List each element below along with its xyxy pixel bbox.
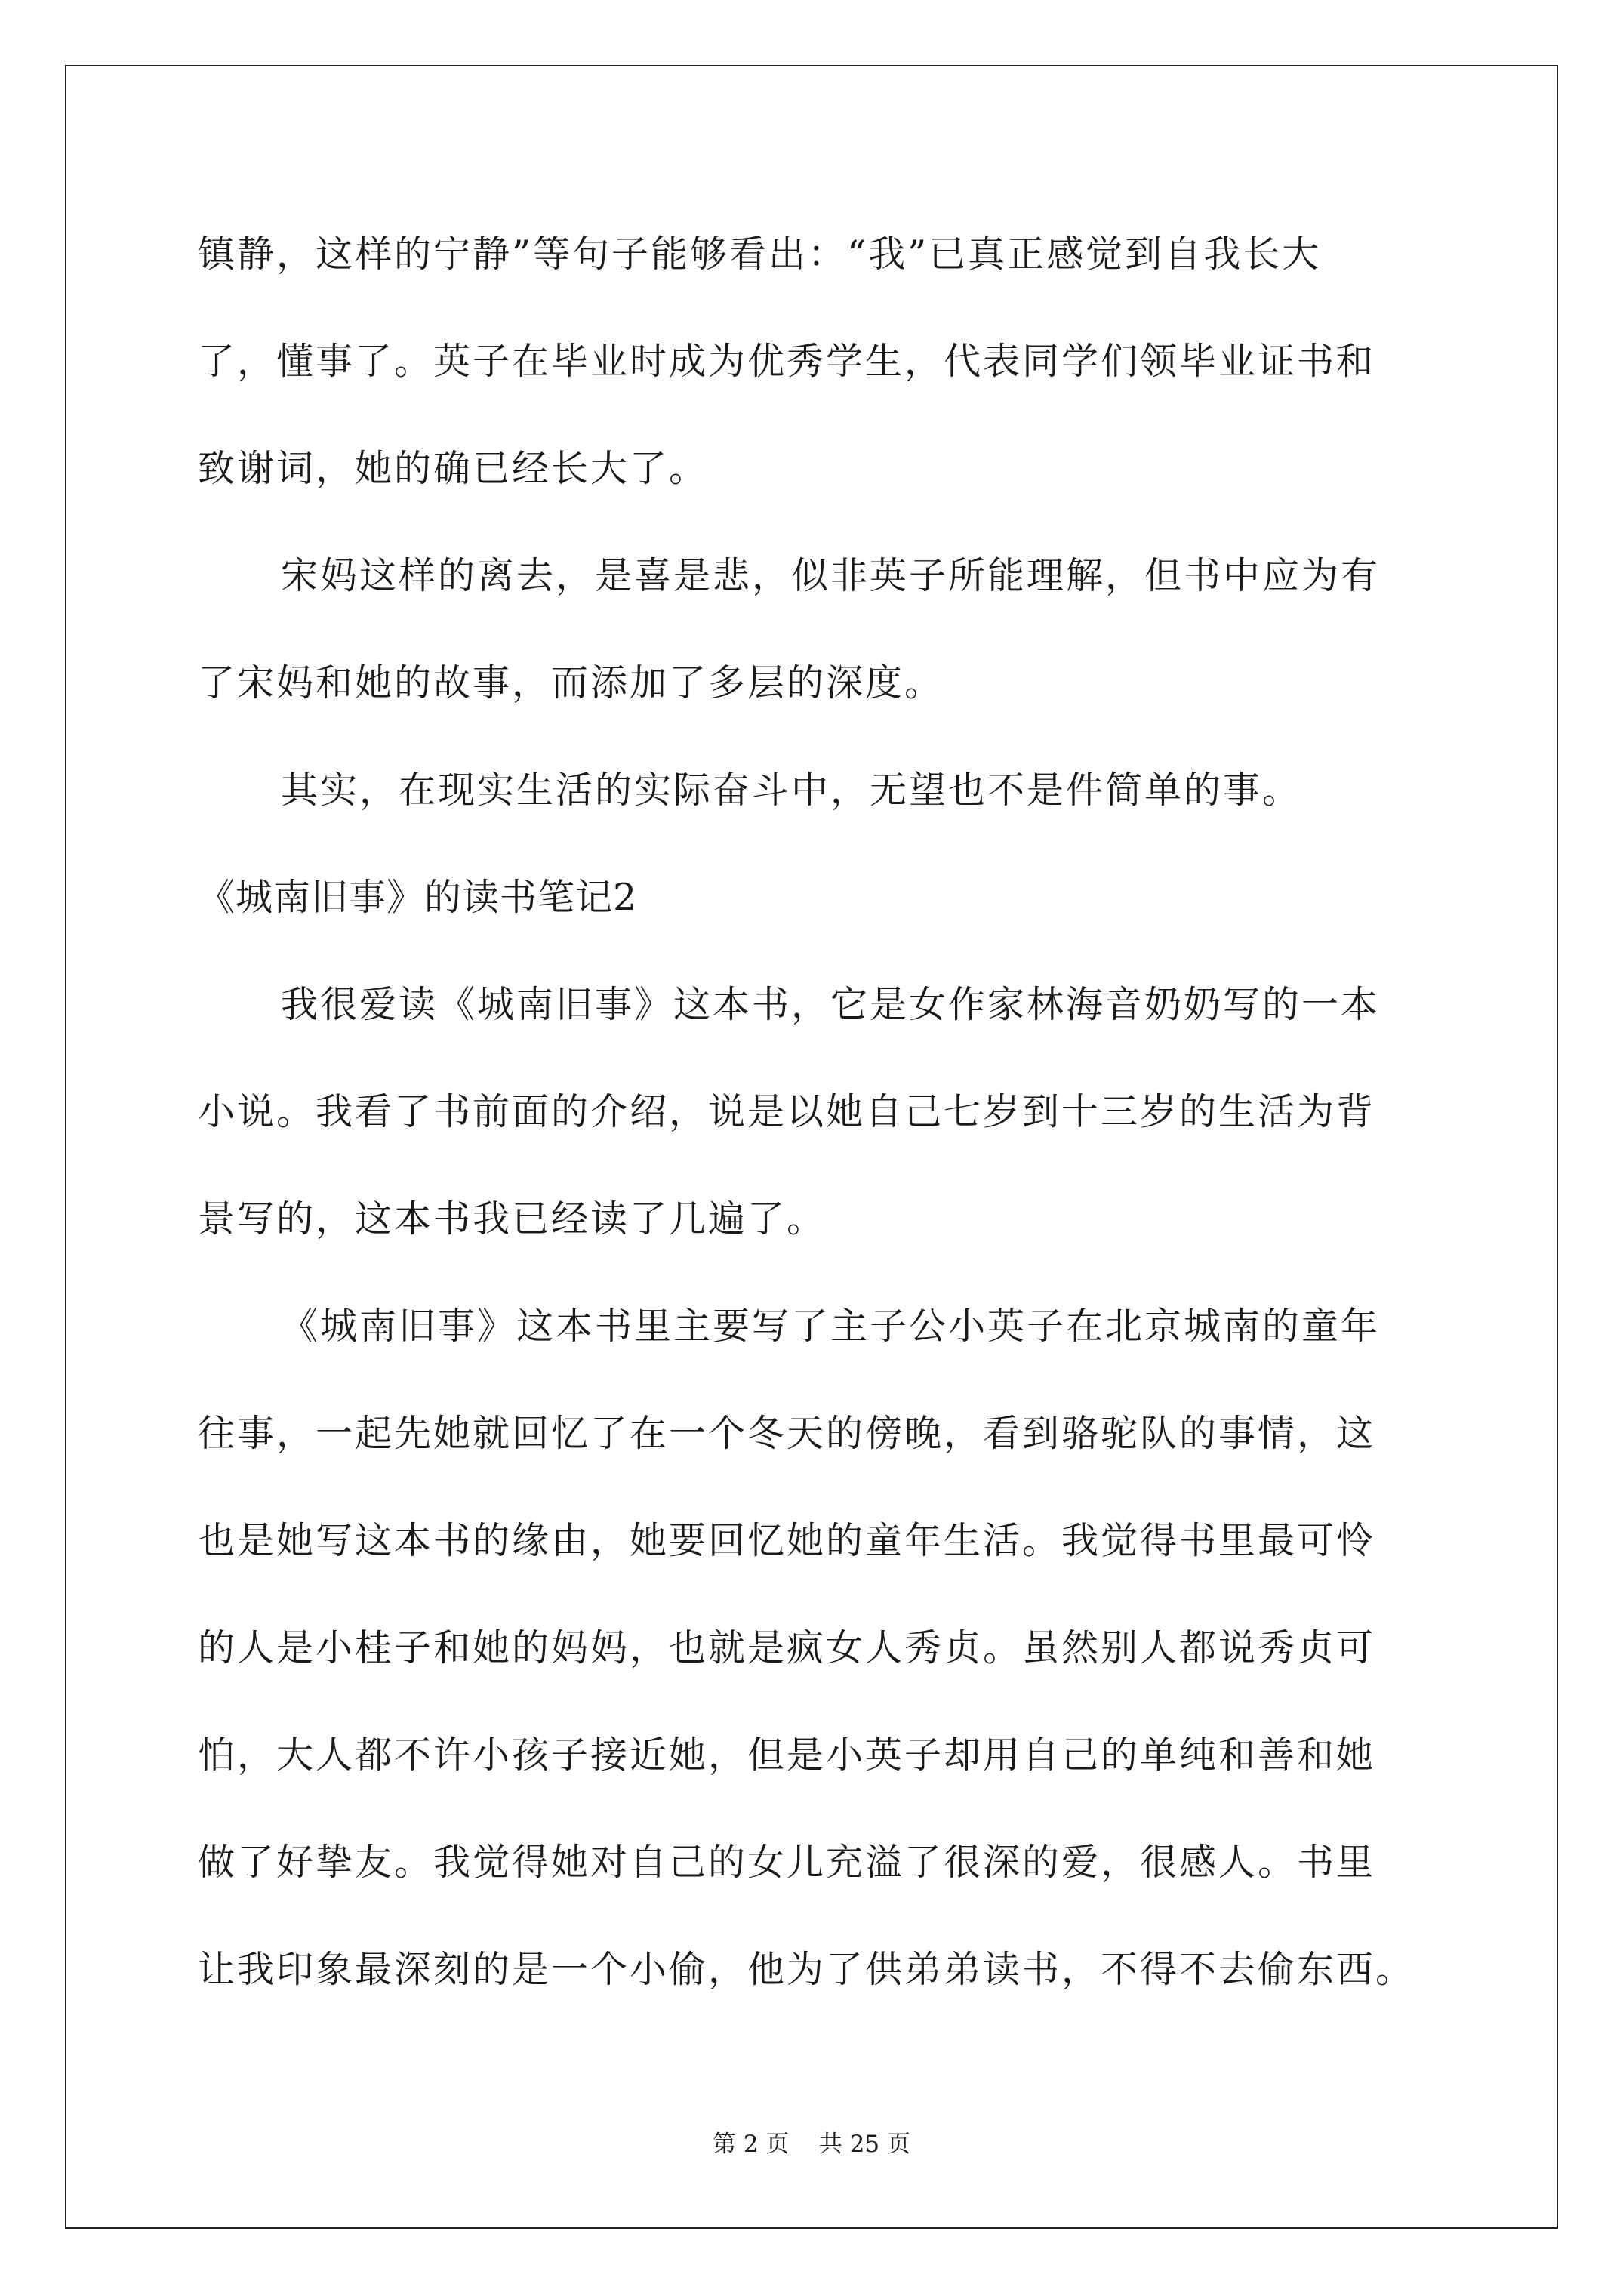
- section-heading: 《城南旧事》的读书笔记2: [198, 876, 638, 919]
- page-border: [65, 65, 1558, 2229]
- paragraph-3-line-1: 其实，在现实生活的实际奋斗中，无望也不是件简单的事。: [281, 769, 1302, 812]
- paragraph-4-line-1: 我很爱读《城南旧事》这本书，它是女作家林海音奶奶写的一本: [281, 983, 1381, 1026]
- paragraph-4-line-3: 景写的，这本书我已经读了几遍了。: [198, 1197, 827, 1240]
- paragraph-5-line-3: 也是她写这本书的缘由，她要回忆她的童年生活。我觉得书里最可怜: [198, 1519, 1376, 1562]
- paragraph-5-line-4: 的人是小桂子和她的妈妈，也就是疯女人秀贞。虽然别人都说秀贞可: [198, 1626, 1376, 1669]
- paragraph-5-line-5: 怕，大人都不许小孩子接近她，但是小英子却用自己的单纯和善和她: [198, 1734, 1376, 1777]
- paragraph-1-line-2: 了，懂事了。英子在毕业时成为优秀学生，代表同学们领毕业证书和: [198, 340, 1376, 383]
- paragraph-4-line-2: 小说。我看了书前面的介绍，说是以她自己七岁到十三岁的生活为背: [198, 1090, 1376, 1133]
- paragraph-5-line-2: 往事，一起先她就回忆了在一个冬天的傍晚，看到骆驼队的事情，这: [198, 1412, 1376, 1455]
- paragraph-5-line-6: 做了好挚友。我觉得她对自己的女儿充溢了很深的爱，很感人。书里: [198, 1841, 1376, 1884]
- paragraph-2-line-2: 了宋妈和她的故事，而添加了多层的深度。: [198, 661, 944, 704]
- page-number-footer: 第 2 页 共 25 页: [712, 2131, 910, 2158]
- paragraph-2-line-1: 宋妈这样的离去，是喜是悲，似非英子所能理解，但书中应为有: [281, 554, 1381, 597]
- paragraph-1-line-1: 镇静，这样的宁静”等句子能够看出：“我”已真正感觉到自我长大: [198, 233, 1322, 276]
- paragraph-1-line-3: 致谢词，她的确已经长大了。: [198, 447, 709, 490]
- paragraph-5-line-7: 让我印象最深刻的是一个小偷，他为了供弟弟读书，不得不去偷东西。: [198, 1948, 1415, 1991]
- paragraph-5-line-1: 《城南旧事》这本书里主要写了主子公小英子在北京城南的童年: [281, 1305, 1381, 1348]
